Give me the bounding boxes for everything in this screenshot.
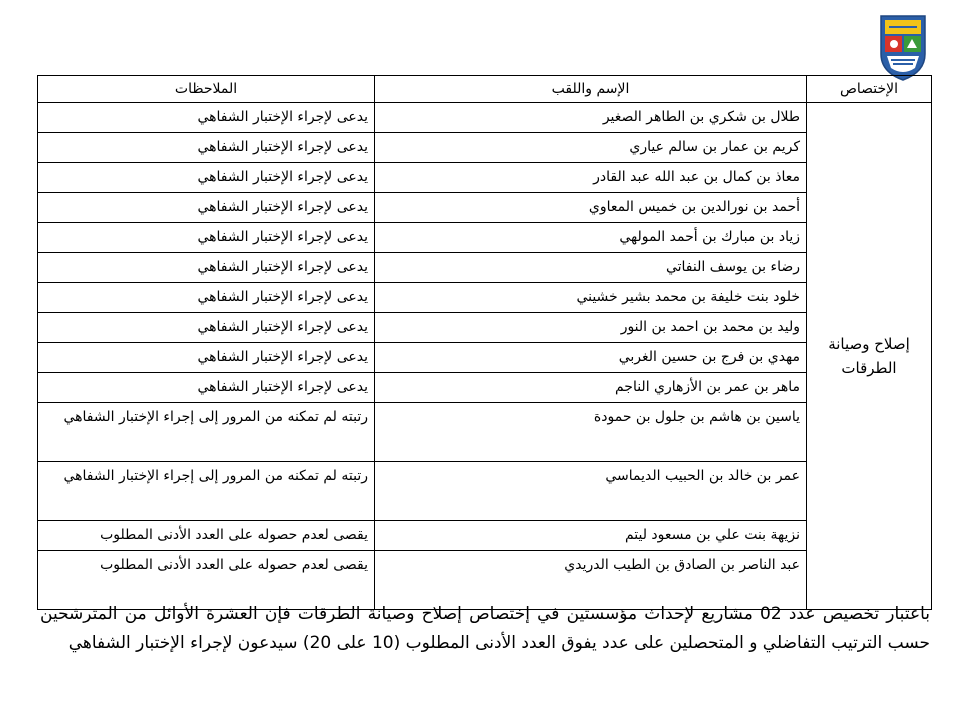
candidate-name: وليد بن محمد بن احمد بن النور [375, 313, 807, 343]
candidate-name: ياسين بن هاشم بن جلول بن حمودة [375, 403, 807, 462]
candidate-name: معاذ بن كمال بن عبد الله عبد القادر [375, 163, 807, 193]
candidate-name: عمر بن خالد بن الحبيب الديماسي [375, 462, 807, 521]
footnote-paragraph: باعتبار تخصيص عدد 02 مشاريع لإحداث مؤسستين في إختصاص إصلاح وصيانة الطرقات فإن العشرة الأوائل من المترشحين حسب الترتيب التفاضلي و المتحصلين على عدد يفوق العدد الأدنى المطلوب (10 على 20) سيدعون لإجراء الإختبار الشفاهي [40, 604, 930, 653]
candidate-name: مهدي بن فرج بن حسين الغربي [375, 343, 807, 373]
candidate-note: يدعى لإجراء الإختبار الشفاهي [38, 343, 375, 373]
candidate-name: ماهر بن عمر بن الأزهاري الناجم [375, 373, 807, 403]
candidate-name: رضاء بن يوسف النفاتي [375, 253, 807, 283]
header-name: الإسم واللقب [375, 76, 807, 103]
candidate-note: يقصى لعدم حصوله على العدد الأدنى المطلوب [38, 521, 375, 551]
candidate-note: يدعى لإجراء الإختبار الشفاهي [38, 283, 375, 313]
candidate-name: عبد الناصر بن الصادق بن الطيب الدريدي [375, 551, 807, 610]
results-table [37, 75, 932, 610]
institution-logo-icon [877, 14, 929, 82]
table-header-row [38, 76, 932, 103]
candidate-note: يدعى لإجراء الإختبار الشفاهي [38, 163, 375, 193]
candidate-note: يدعى لإجراء الإختبار الشفاهي [38, 313, 375, 343]
candidate-name: زياد بن مبارك بن أحمد المولهي [375, 223, 807, 253]
candidate-note: يدعى لإجراء الإختبار الشفاهي [38, 223, 375, 253]
table-row [38, 373, 932, 403]
candidate-note: رتبته لم تمكنه من المرور إلى إجراء الإختبار الشفاهي [38, 462, 375, 521]
candidate-note: يقصى لعدم حصوله على العدد الأدنى المطلوب [38, 551, 375, 610]
table-row [38, 521, 932, 551]
table-row [38, 193, 932, 223]
candidate-note: يدعى لإجراء الإختبار الشفاهي [38, 193, 375, 223]
candidate-name: خلود بنت خليفة بن محمد بشير خشيني [375, 283, 807, 313]
candidate-note: يدعى لإجراء الإختبار الشفاهي [38, 253, 375, 283]
candidate-name: نزيهة بنت علي بن مسعود ليتم [375, 521, 807, 551]
header-notes: الملاحظات [38, 76, 375, 103]
table-row [38, 133, 932, 163]
table-row [38, 462, 932, 521]
candidate-note: يدعى لإجراء الإختبار الشفاهي [38, 133, 375, 163]
table-row [38, 223, 932, 253]
specialty-cell: إصلاح وصيانة الطرقات [807, 103, 932, 610]
candidate-note: رتبته لم تمكنه من المرور إلى إجراء الإختبار الشفاهي [38, 403, 375, 462]
table-row [38, 283, 932, 313]
table-row [38, 103, 932, 133]
table-row [38, 163, 932, 193]
candidate-note: يدعى لإجراء الإختبار الشفاهي [38, 103, 375, 133]
candidate-name: أحمد بن نورالدين بن خميس المعاوي [375, 193, 807, 223]
table-row [38, 253, 932, 283]
candidate-note: يدعى لإجراء الإختبار الشفاهي [38, 373, 375, 403]
candidate-name: طلال بن شكري بن الطاهر الصغير [375, 103, 807, 133]
table-row [38, 343, 932, 373]
table-row [38, 403, 932, 462]
header-specialty: الإختصاص [807, 76, 932, 103]
candidate-name: كريم بن عمار بن سالم عياري [375, 133, 807, 163]
table-row [38, 313, 932, 343]
